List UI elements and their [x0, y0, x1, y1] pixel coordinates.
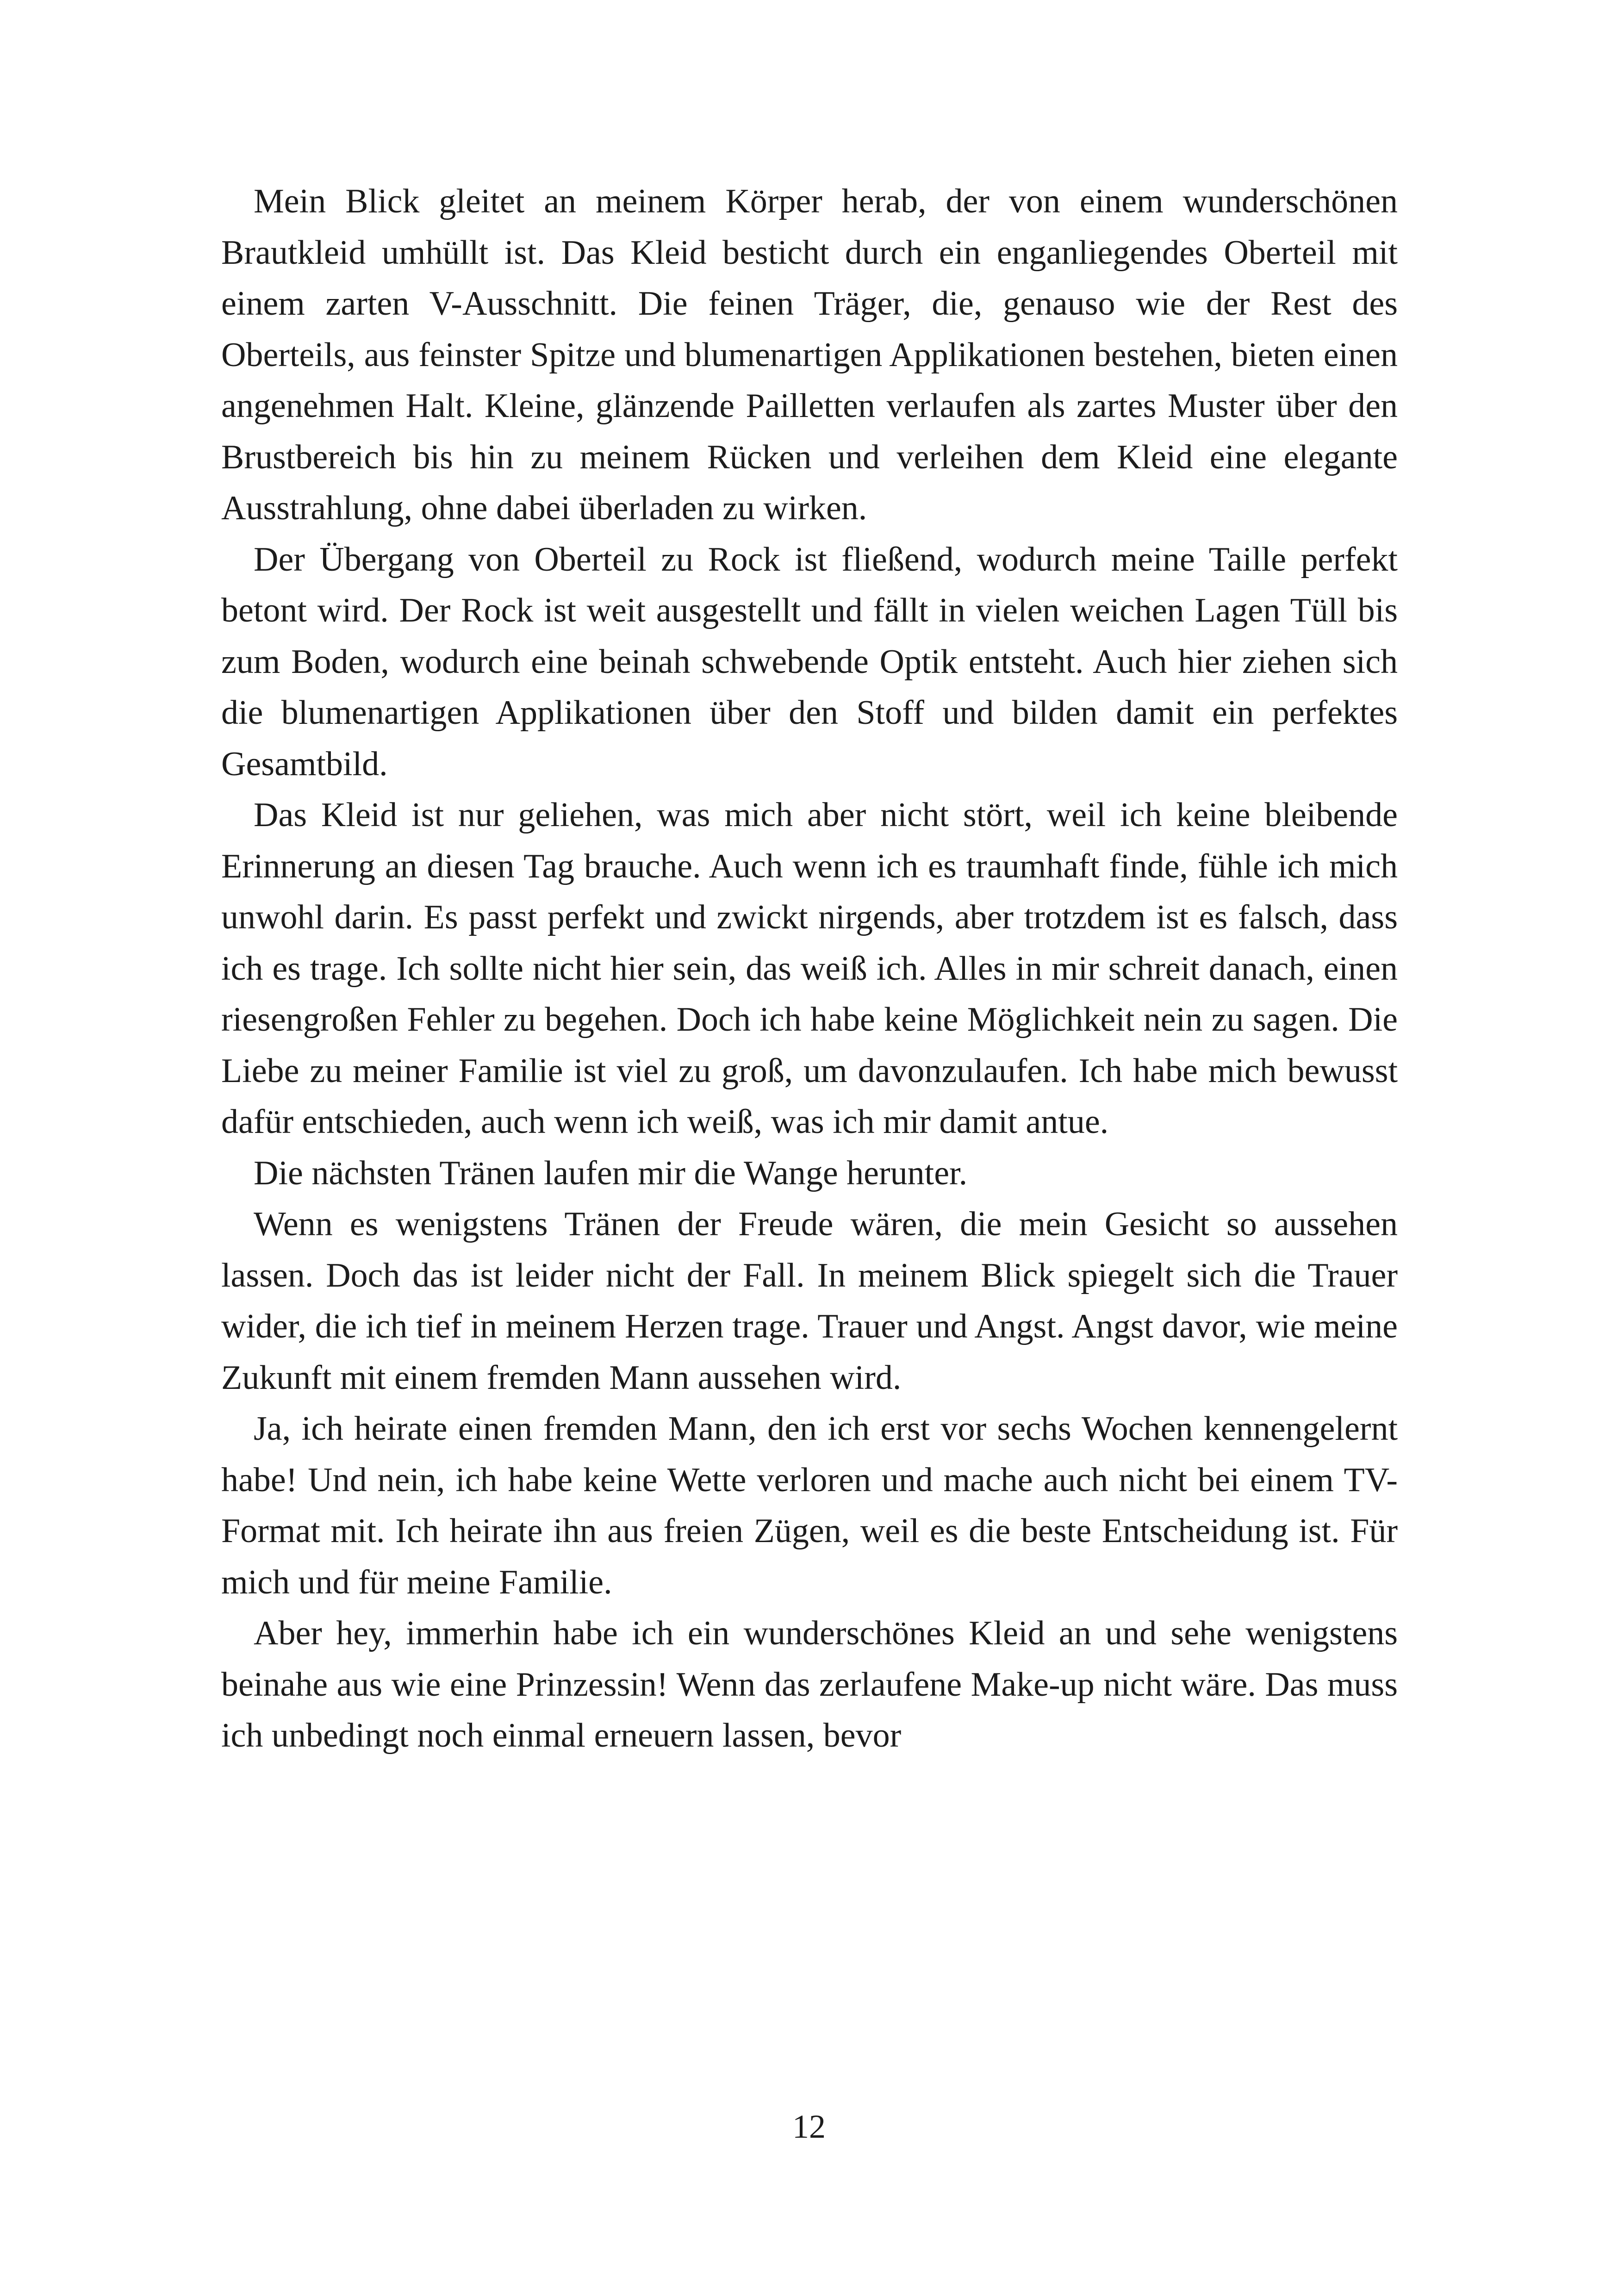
body-text	[221, 176, 1398, 1761]
paragraph-2: Der Übergang von Oberteil zu Rock ist fließend, wodurch meine Taille perfekt betont wird. Der Rock ist weit ausgestellt und fällt in vielen weichen Lagen Tüll bis zum Boden, wodurch eine beinah schwebende Optik entsteht. Auch hier ziehen sich die blumenartigen Applikationen über den Stoff und bilden damit ein perfektes Gesamtbild.	[221, 540, 1398, 783]
page-number: 12	[792, 2108, 826, 2145]
paragraph-4: Die nächsten Tränen laufen mir die Wange herunter.	[254, 1154, 968, 1192]
paragraph-1: Mein Blick gleitet an meinem Körper herab, der von einem wunderschönen Brautkleid umhüllt ist. Das Kleid besticht durch ein enganliegendes Oberteil mit einem zarten V-Ausschnitt. Die feinen Träger, die, genauso wie der Rest des Oberteils, aus feinster Spitze und blumenartigen Applikationen bestehen, bieten einen angenehmen Halt. Kleine, glänzende Pailletten verlaufen als zartes Muster über den Brustbereich bis hin zu meinem Rücken und verleihen dem Kleid eine elegante Ausstrahlung, ohne dabei überladen zu wirken.	[221, 182, 1398, 527]
paragraph-3: Das Kleid ist nur geliehen, was mich aber nicht stört, weil ich keine bleibende Erinnerung an diesen Tag brauche. Auch wenn ich es traumhaft finde, fühle ich mich unwohl darin. Es passt perfekt und zwickt nirgends, aber trotzdem ist es falsch, dass ich es trage. Ich sollte nicht hier sein, das weiß ich. Alles in mir schreit danach, einen riesengroßen Fehler zu begehen. Doch ich habe keine Möglichkeit nein zu sagen. Die Liebe zu meiner Familie ist viel zu groß, um davonzulaufen. Ich habe mich bewusst dafür entschieden, auch wenn ich weiß, was ich mir damit antue.	[221, 796, 1398, 1141]
paragraph-6: Ja, ich heirate einen fremden Mann, den ich erst vor sechs Wochen kennengelernt habe! Und nein, ich habe keine Wette verloren und mache auch nicht bei einem TV-Format mit. Ich heirate ihn aus freien Zügen, weil es die beste Entscheidung ist. Für mich und für meine Familie.	[221, 1410, 1398, 1601]
paragraph-7: Aber hey, immerhin habe ich ein wunderschönes Kleid an und sehe wenigstens beinahe aus wie eine Prinzessin! Wenn das zerlaufene Make-up nicht wäre. Das muss ich unbedingt noch einmal erneuern lassen, bevor	[221, 1614, 1398, 1755]
paragraph-5: Wenn es wenigstens Tränen der Freude wären, die mein Gesicht so aussehen lassen. Doch das ist leider nicht der Fall. In meinem Blick spiegelt sich die Trauer wider, die ich tief in meinem Herzen trage. Trauer und Angst. Angst davor, wie meine Zukunft mit einem fremden Mann aussehen wird.	[221, 1205, 1398, 1397]
